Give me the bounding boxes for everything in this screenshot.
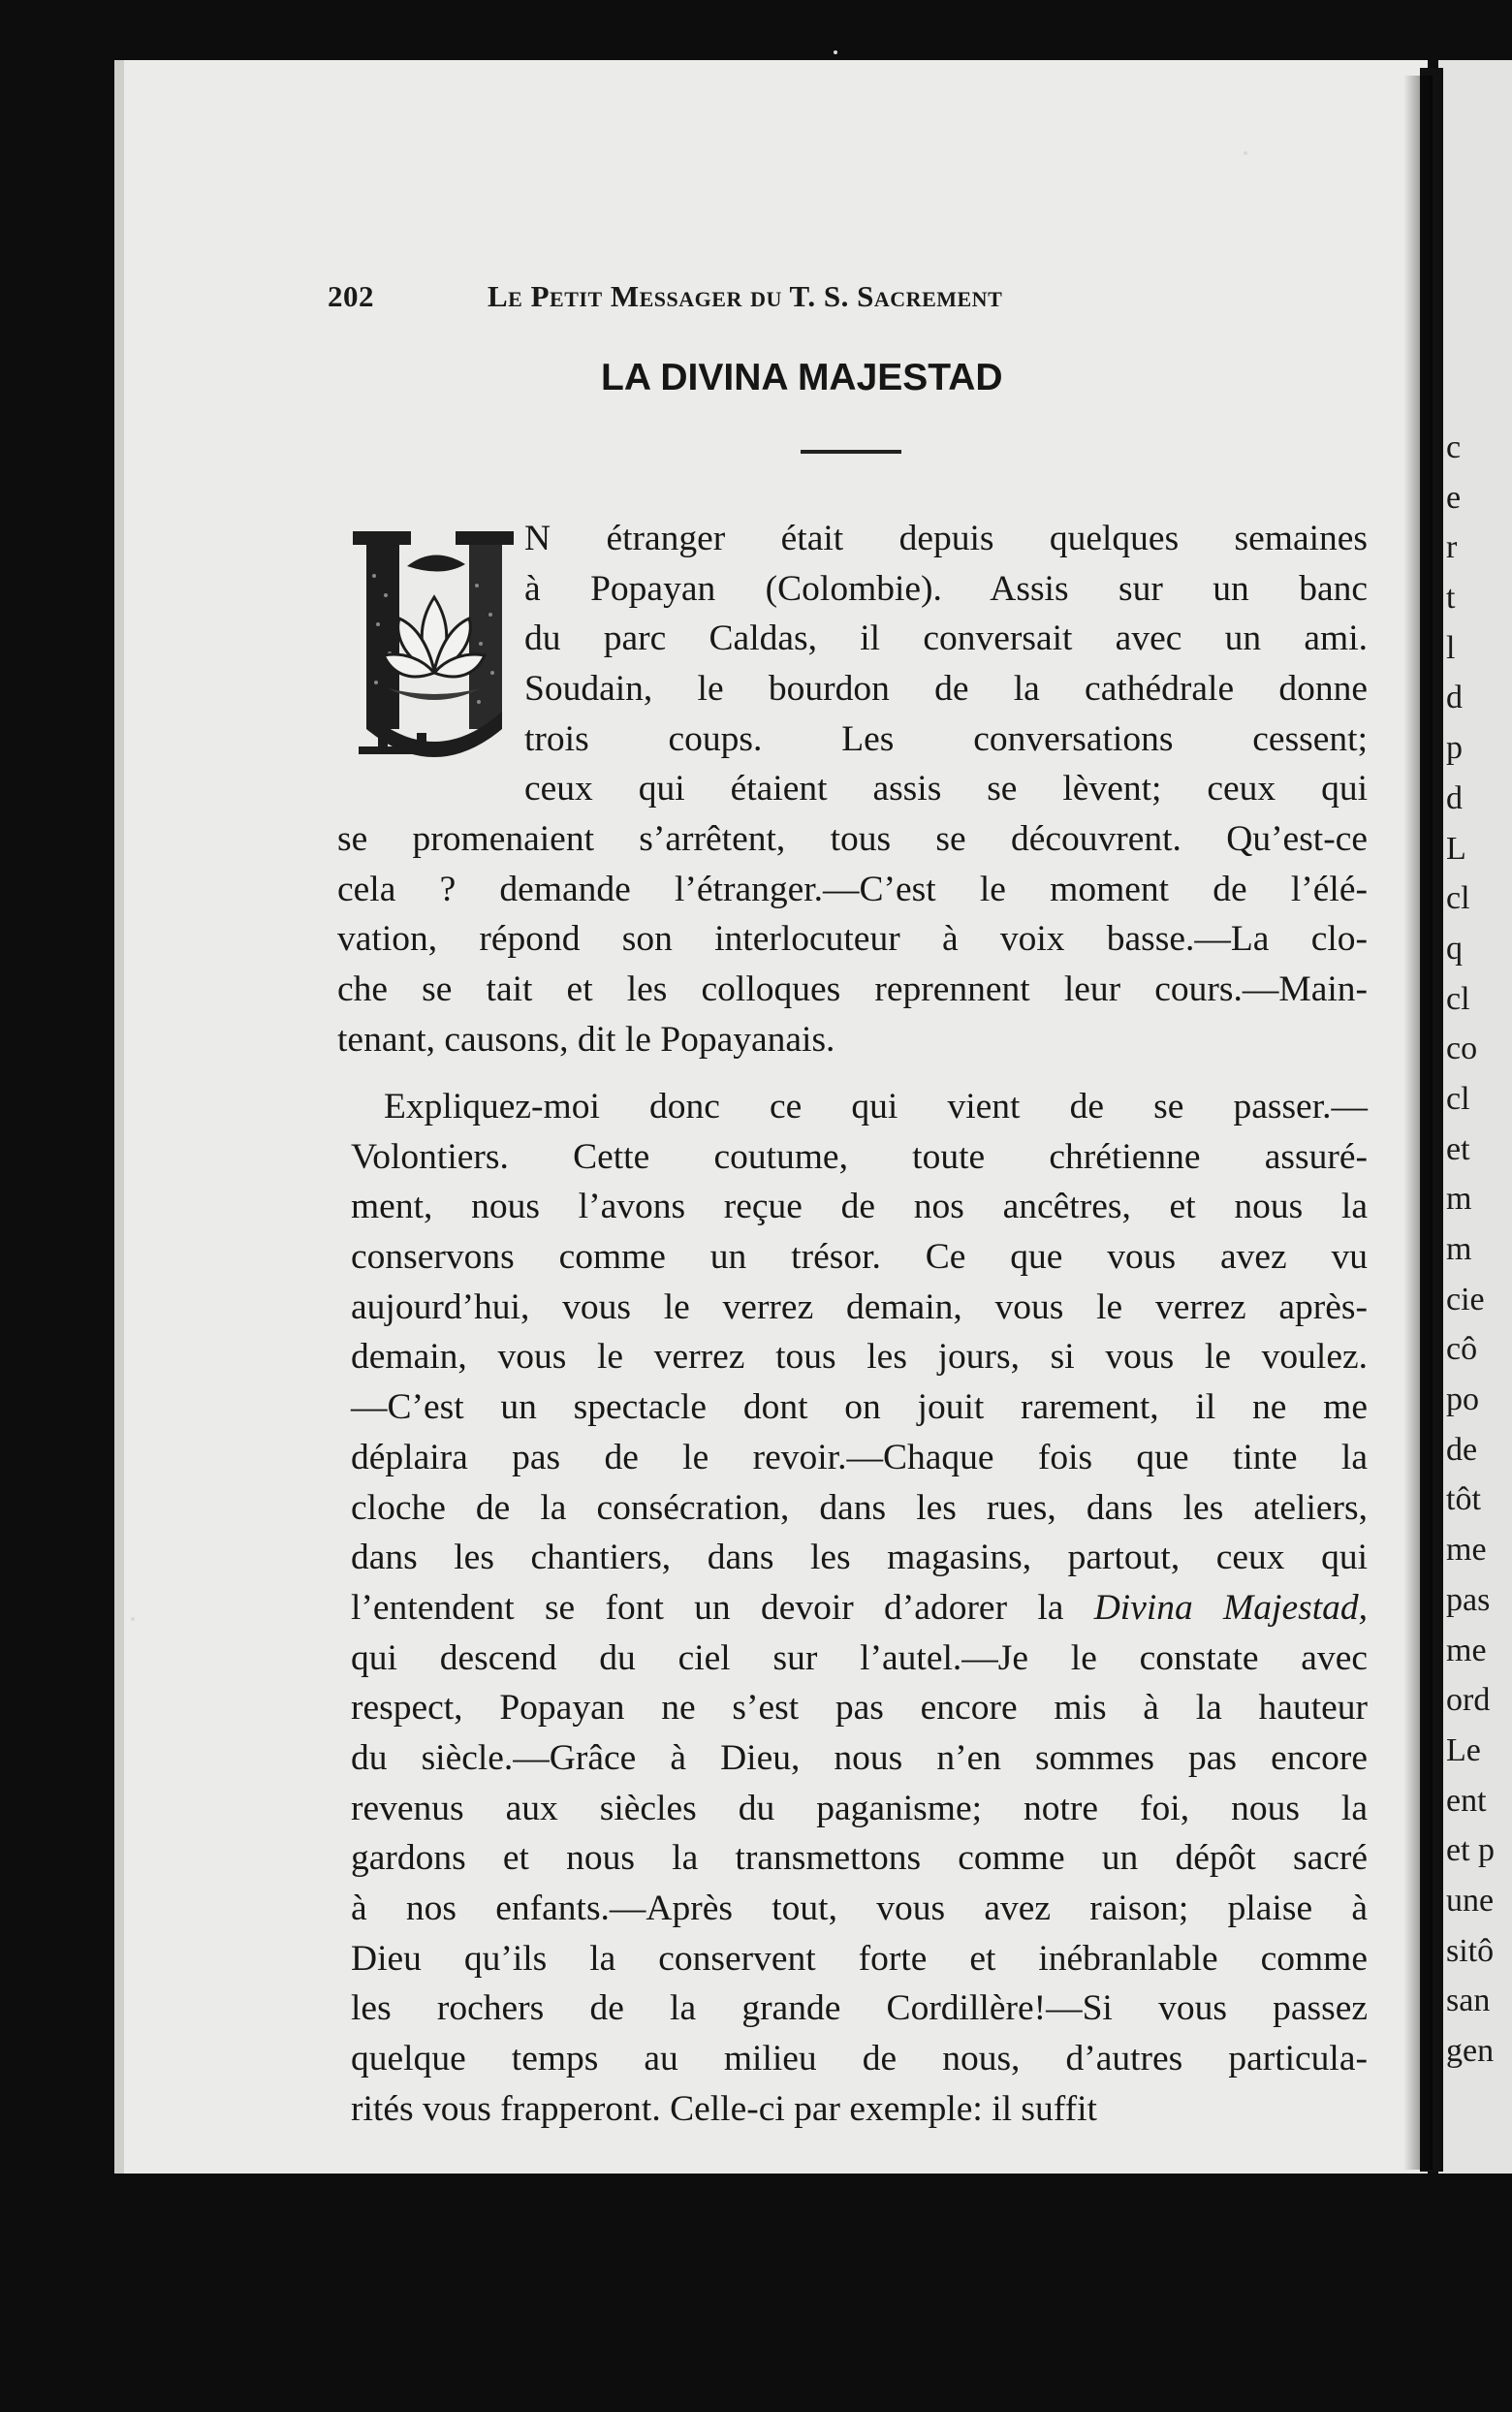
facing-page-fragment: pas (1446, 1581, 1491, 1618)
facing-page-fragment: d (1446, 680, 1463, 716)
dust-speck (131, 1617, 135, 1621)
italic-phrase: Divina Majestad, (1093, 1587, 1368, 1628)
text-line: Dieu qu’ils la conservent forte et inébranlable comme (351, 1938, 1368, 1979)
running-head (328, 279, 1210, 328)
text-line: trois coups. Les conversations cessent; (524, 718, 1368, 759)
facing-page-fragment: cl (1446, 980, 1470, 1017)
paragraph-2 (351, 1082, 1368, 2134)
facing-page-text (1446, 423, 1495, 2077)
text-line: rités vous frapperont. Celle-ci par exemple: il suffit (351, 2088, 1097, 2129)
text-line: du siècle.—Grâce à Dieu, nous n’en sommes pas encore (351, 1737, 1368, 1778)
dust-speck (1244, 151, 1247, 155)
facing-page-fragment: q (1446, 930, 1463, 967)
facing-page (1438, 60, 1512, 2174)
text-line: dans les chantiers, dans les magasins, partout, ceux qui (351, 1538, 1368, 1578)
facing-page-fragment: m (1446, 1181, 1472, 1218)
text-line: gardons et nous la transmettons comme un dépôt sacré (351, 1838, 1368, 1879)
text-line: vation, répond son interlocuteur à voix basse.—La clo- (337, 919, 1368, 960)
text-line: demain, vous le verrez tous les jours, si vous le voulez. (351, 1337, 1368, 1378)
facing-page-fragment: po (1446, 1381, 1479, 1418)
facing-page-fragment: co (1446, 1031, 1478, 1067)
facing-page-fragment: L (1446, 830, 1466, 867)
gutter-shadow (1403, 76, 1433, 2170)
text-line: les rochers de la grande Cordillère!—Si vous passez (351, 1988, 1368, 2029)
paragraph-1-indented (524, 514, 1368, 814)
facing-page-fragment: cie (1446, 1281, 1485, 1317)
facing-page-fragment: san (1446, 1983, 1491, 2019)
text-line: à Popayan (Colombie). Assis sur un banc (524, 568, 1368, 609)
text-line: se promenaient s’arrêtent, tous se découvrent. Qu’est-ce (337, 819, 1368, 859)
facing-page-fragment: cl (1446, 1080, 1470, 1117)
facing-page-fragment: cl (1446, 880, 1470, 917)
facing-page-fragment: tôt (1446, 1481, 1481, 1518)
facing-page-fragment: d (1446, 779, 1463, 816)
text-line: Soudain, le bourdon de la cathédrale donne (524, 669, 1368, 710)
text-line: aujourd’hui, vous le verrez demain, vous le verrez après- (351, 1286, 1368, 1327)
text-line: cloche de la consécration, dans les rues, dans les ateliers, (351, 1487, 1368, 1528)
text-line: conservons comme un trésor. Ce que vous avez vu (351, 1237, 1368, 1278)
facing-page-fragment: r (1446, 529, 1458, 566)
text-line: qui descend du ciel sur l’autel.—Je le constate avec (351, 1637, 1368, 1678)
facing-page-fragment: sitô (1446, 1932, 1495, 1969)
facing-page-fragment: Le (1446, 1731, 1481, 1768)
facing-page-fragment: c (1446, 429, 1462, 465)
article-title: LA DIVINA MAJESTAD (601, 357, 1003, 398)
facing-page-fragment: me (1446, 1532, 1487, 1569)
facing-page-fragment: ent (1446, 1782, 1487, 1819)
text-line (351, 1583, 1368, 1634)
text-segment: l’entendent se font un devoir d’adorer la (351, 1587, 1094, 1628)
text-line: —C’est un spectacle dont on jouit rarement, il ne me (351, 1387, 1368, 1428)
text-line: cela ? demande l’étranger.—C’est le moment de l’élé- (337, 869, 1368, 909)
facing-page-fragment: l (1446, 629, 1456, 666)
text-line: ment, nous l’avons reçue de nos ancêtres, et nous la (351, 1187, 1368, 1227)
facing-page-fragment: et (1446, 1130, 1470, 1167)
text-line: tenant, causons, dit le Popayanais. (337, 1019, 835, 1060)
page-number: 202 (328, 279, 374, 313)
facing-page-fragment: t (1446, 580, 1456, 617)
paragraph-1-full (337, 814, 1368, 1064)
facing-page-fragment: de (1446, 1431, 1478, 1468)
text-line: déplaira pas de le revoir.—Chaque fois que tinte la (351, 1437, 1368, 1477)
text-line: quelque temps au milieu de nous, d’autres particula- (351, 2039, 1368, 2079)
facing-page-fragment: ord (1446, 1682, 1491, 1719)
facing-page-fragment: e (1446, 479, 1462, 516)
text-line: Volontiers. Cette coutume, toute chrétienne assuré- (351, 1136, 1368, 1177)
text-line: Expliquez-moi donc ce qui vient de se passer.— (384, 1087, 1368, 1127)
title-rule (801, 450, 901, 454)
facing-page-fragment: me (1446, 1632, 1487, 1668)
facing-page-fragment: une (1446, 1882, 1495, 1919)
running-title: Le Petit Messager du T. S. Sacrement (488, 279, 1003, 313)
text-line: du parc Caldas, il conversait avec un ami. (524, 619, 1368, 659)
facing-page-fragment: m (1446, 1231, 1472, 1267)
text-line: N étranger était depuis quelques semaines (524, 519, 1368, 558)
ornamental-drop-cap (349, 518, 520, 772)
text-line: respect, Popayan ne s’est pas encore mis à la hauteur (351, 1688, 1368, 1729)
facing-page-fragment: p (1446, 730, 1463, 767)
dust-speck (834, 50, 837, 54)
text-line: ceux qui étaient assis se lèvent; ceux qui (524, 769, 1368, 809)
text-line: che se tait et les colloques reprennent leur cours.—Main- (337, 969, 1368, 1010)
facing-page-fragment: et p (1446, 1832, 1496, 1869)
facing-page-fragment: cô (1446, 1331, 1478, 1368)
facing-page-fragment: gen (1446, 2033, 1495, 2069)
text-line: revenus aux siècles du paganisme; notre foi, nous la (351, 1788, 1368, 1828)
text-line: à nos enfants.—Après tout, vous avez raison; plaise à (351, 1888, 1368, 1928)
